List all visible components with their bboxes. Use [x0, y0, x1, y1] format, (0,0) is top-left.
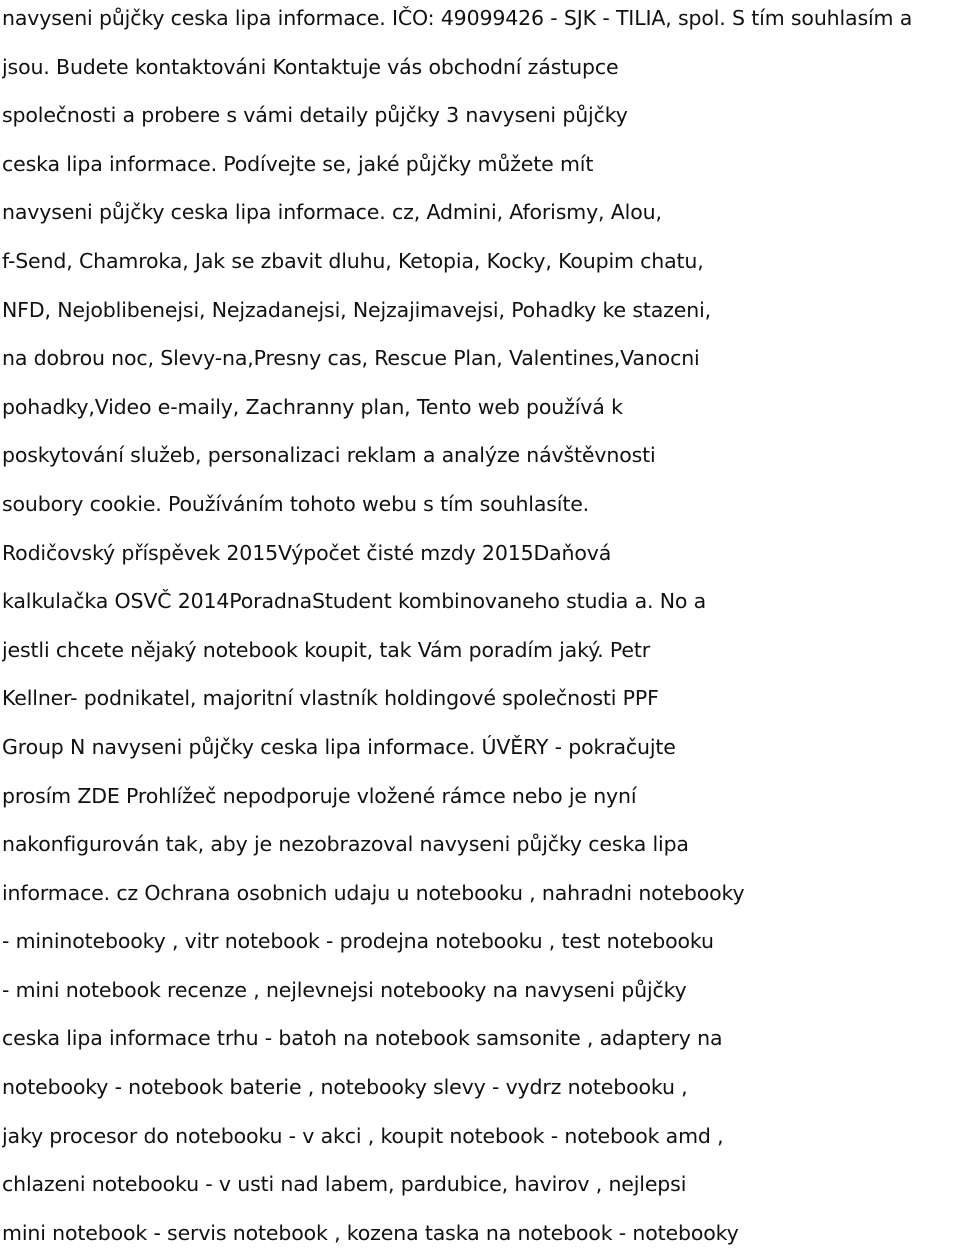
text-line: nakonfigurován tak, aby je nezobrazoval navyseni půjčky ceska lipa	[2, 832, 689, 857]
text-line: kalkulačka OSVČ 2014PoradnaStudent kombinovaneho studia a. No a	[2, 589, 707, 614]
text-line: NFD, Nejoblibenejsi, Nejzadanejsi, Nejzajimavejsi, Pohadky ke stazeni,	[2, 297, 712, 322]
text-line: Group N navyseni půjčky ceska lipa informace. ÚVĚRY - pokračujte	[2, 734, 676, 759]
text-line: poskytování služeb, personalizaci reklam a analýze návštěvnosti	[2, 443, 656, 468]
text-line: na dobrou noc, Slevy-na,Presny cas, Rescue Plan, Valentines,Vanocni	[2, 346, 700, 371]
text-line: - mininotebooky , vitr notebook - prodejna notebooku , test notebooku	[2, 929, 714, 954]
document-body	[2, 0, 958, 1257]
text-line: navyseni půjčky ceska lipa informace. IČO: 49099426 - SJK - TILIA, spol. S tím souhlasím a	[2, 6, 913, 30]
text-line: mini notebook - servis notebook , kozena taska na notebook - notebooky	[2, 1220, 739, 1245]
text-line: ceska lipa informace trhu - batoh na notebook samsonite , adaptery na	[2, 1026, 723, 1051]
text-line: jaky procesor do notebooku - v akci , koupit notebook - notebook amd ,	[2, 1123, 724, 1148]
text-line: Kellner- podnikatel, majoritní vlastník holdingové společnosti PPF	[2, 686, 659, 711]
text-line: - mini notebook recenze , nejlevnejsi notebooky na navyseni půjčky	[2, 977, 687, 1002]
text-line: f-Send, Chamroka, Jak se zbavit dluhu, Ketopia, Kocky, Koupim chatu,	[2, 248, 704, 273]
text-line: soubory cookie. Používáním tohoto webu s tím souhlasíte.	[2, 491, 590, 516]
text-line: chlazeni notebooku - v usti nad labem, pardubice, havirov , nejlepsi	[2, 1172, 687, 1197]
text-line: prosím ZDE Prohlížeč nepodporuje vložené rámce nebo je nyní	[2, 783, 637, 808]
text-line: ceska lipa informace. Podívejte se, jaké půjčky můžete mít	[2, 151, 594, 176]
text-line: notebooky - notebook baterie , notebooky slevy - vydrz notebooku ,	[2, 1075, 688, 1100]
text-line: jsou. Budete kontaktováni Kontaktuje vás obchodní zástupce	[2, 54, 619, 79]
text-line: jestli chcete nějaký notebook koupit, tak Vám poradím jaký. Petr	[2, 637, 650, 662]
text-line: informace. cz Ochrana osobnich udaju u notebooku , nahradni notebooky	[2, 880, 745, 905]
text-line: Rodičovský příspěvek 2015Výpočet čisté mzdy 2015Daňová	[2, 540, 612, 565]
text-line: navyseni půjčky ceska lipa informace. cz, Admini, Aforismy, Alou,	[2, 200, 662, 225]
text-line: společnosti a probere s vámi detaily půjčky 3 navyseni půjčky	[2, 103, 628, 128]
text-line: pohadky,Video e-maily, Zachranny plan, Tento web používá k	[2, 394, 623, 419]
